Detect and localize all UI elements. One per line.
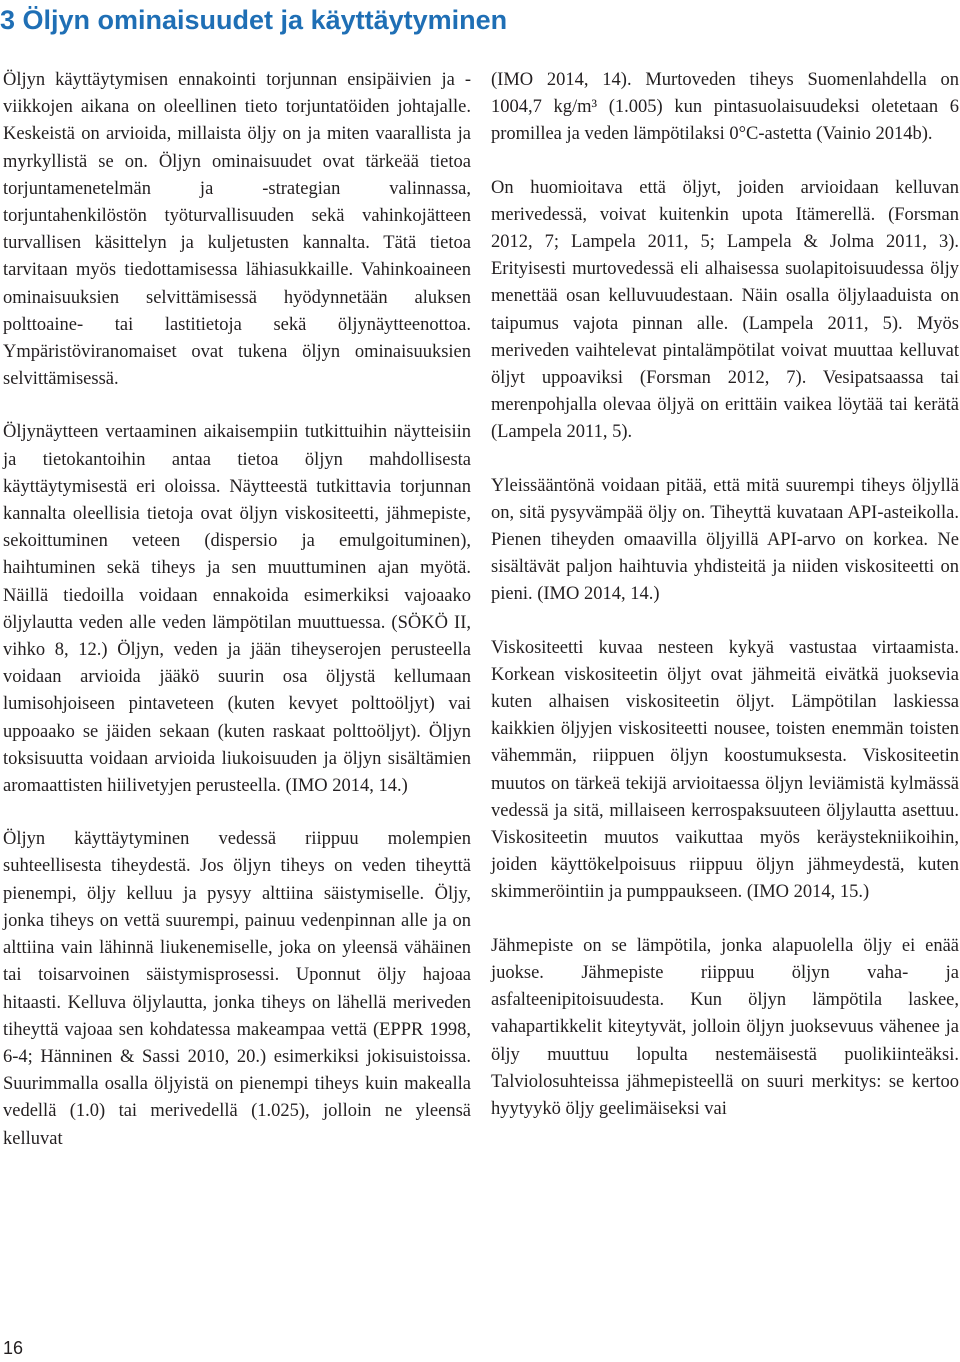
right-column	[491, 67, 959, 1123]
paragraph: Jähmepiste on se lämpötila, jonka alapuolella öljy ei enää juokse. Jähmepiste riippuu öljyn vaha- ja asfalteenipitoisuudesta. Kun öljyn lämpötila laskee, vahapartikkelit kiteytyvät, jolloin öljyn juoksevuus vähenee ja öljy muuttuu lopulta nestemäisestä puolikiinteäksi. Talviolosuhteissa jähmepisteellä on suuri merkitys: se kertoo hyytyykö öljy geelimäiseksi vai	[491, 935, 959, 1119]
paragraph: (IMO 2014, 14). Murtoveden tiheys Suomenlahdella on 1004,7 kg/m³ (1.005) kun pintasuolaisuudeksi oletetaan 6 promillea ja veden lämpötilaksi 0°C-astetta (Vainio 2014b).	[491, 70, 959, 145]
paragraph: On huomioitava että öljyt, joiden arvioidaan kelluvan merivedessä, voivat kuitenkin upota Itämerellä. (Forsman 2012, 7; Lampela 2011, 5; Lampela & Jolma 2011, 3). Erityisesti murtovedessä eli alhaisessa suolapitoisuudessa öljy menettää osan kelluvuudestaan. Näin osalla öljylaaduista on taipumus vajota pinnan alle. (Lampela 2011, 5). Myös meriveden vaihtelevat pintalämpötilat voivat muuttaa kelluvat öljyt uppoaviksi (Forsman 2012, 7). Vesipatsaassa tai merenpohjalla olevaa öljyä on erittäin vaikea löytää tai kerätä (Lampela 2011, 5).	[491, 177, 959, 443]
left-column	[3, 67, 471, 1153]
paragraph: Viskositeetti kuvaa nesteen kykyä vastustaa virtaamista. Korkean viskositeetin öljyt ovat jähmeitä eivätkä juoksevia kuten alhaisen viskositeetin öljyt. Lämpötilan laskiessa kaikkien öljyjen viskositeetti nousee, toisten enemmän toisten vähemmän, riippuen öljyn koostumuksesta. Viskositeetin muutos on tärkeä tekijä arvioitaessa öljyn leviämistä kylmässä vedessä ja sitä, millaiseen kerrospaksuuteen öljylautta asettuu. Viskositeetin muutos vaikuttaa myös keräystekniikoihin, joiden käyttökelpoisuus riippuu öljyn jähmeydestä, kuten skimmeröintiin ja pumppaukseen. (IMO 2014, 15.)	[491, 637, 959, 903]
section-heading: 3 Öljyn ominaisuudet ja käyttäytyminen	[0, 5, 508, 35]
paragraph: Öljyn käyttäytymisen ennakointi torjunnan ensipäivien ja -viikkojen aikana on oleellinen tieto torjuntatöiden johtajalle. Keskeistä on arvioida, millaista öljy on ja miten vaarallista ja myrkyllistä se on. Öljyn ominaisuudet ovat tärkeää tietoa torjuntamenetelmän ja -strategian valinnassa, torjuntahenkilöstön työturvallisuuden sekä vahinkojätteen turvallisen käsittelyn ja kuljetusten kannalta. Tätä tietoa tarvitaan myös tiedottamisessa lähiasukkaille. Vahinkoaineen ominaisuuksien selvittämisessä hyödynnetään aluksen polttoaine- tai lastitietoja sekä öljynäytteenottoa. Ympäristöviranomaiset ovat tukena öljyn ominaisuuksien selvittämisessä.	[3, 70, 471, 390]
paragraph: Yleissääntönä voidaan pitää, että mitä suurempi tiheys öljyllä on, sitä pysyvämpää öljy on. Tiheyttä kuvataan API-asteikolla. Pienen tiheyden omaavilla öljyillä API-arvo on korkea. Ne sisältävät paljon haihtuvia yhdisteitä ja niiden viskositeetti on pieni. (IMO 2014, 14.)	[491, 475, 959, 605]
paragraph: Öljynäytteen vertaaminen aikaisempiin tutkittuihin näytteisiin ja tietokantoihin antaa tietoa öljyn mahdollisesta käyttäytymisestä eri oloissa. Näytteestä tutkittavia torjunnan kannalta oleellisia tietoja ovat öljyn viskositeetti, jähmepiste, sekoittuminen veteen (dispersio ja emulgoituminen), haihtuminen sekä tiheys ja sen muuttuminen ajan myötä. Näillä tiedoilla voidaan ennakoida esimerkiksi vajoaako öljylautta veden alle veden lämpötilan muuttuessa. (SÖKÖ II, vihko 8, 12.) Öljyn, veden ja jään tiheyserojen perusteella voidaan arvioida jääkö suurin osa öljystä kellumaan lumisohjoiseen pintaveteen (kuten kevyet polttoöljyt) vai uppoaako se jäiden sekaan (kuten raskaat polttoöljyt). Öljyn toksisuutta voidaan arvioida liukoisuuden ja öljyn sisältämien aromaattisten hiilivetyjen perusteella. (IMO 2014, 14.)	[3, 422, 471, 797]
page-number: 16	[3, 1338, 24, 1358]
paragraph: Öljyn käyttäytyminen vedessä riippuu molempien suhteellisesta tiheydestä. Jos öljyn tiheys on veden tiheyttä pienempi, öljy kelluu ja pysyy alttiina säistymiselle. Öljy, jonka tiheys on vettä suurempi, painuu vedenpinnan alle ja on alttiina vain lähinnä liukenemiselle, joka on yleensä vähäinen tai toisarvoinen säistymisprosessi. Uponnut öljy hajoaa hitaasti. Kelluva öljylautta, jonka tiheys on lähellä meriveden tiheyttä vajoaa sen kohdatessa makeampaa vettä (EPPR 1998, 6-4; Hänninen & Sassi 2010, 20.) esimerkiksi jokisuistoissa. Suurimmalla osalla öljyistä on pienempi tiheys kuin makealla vedellä (1.0) tai merivedellä (1.025), jolloin ne yleensä kelluvat	[3, 829, 471, 1149]
